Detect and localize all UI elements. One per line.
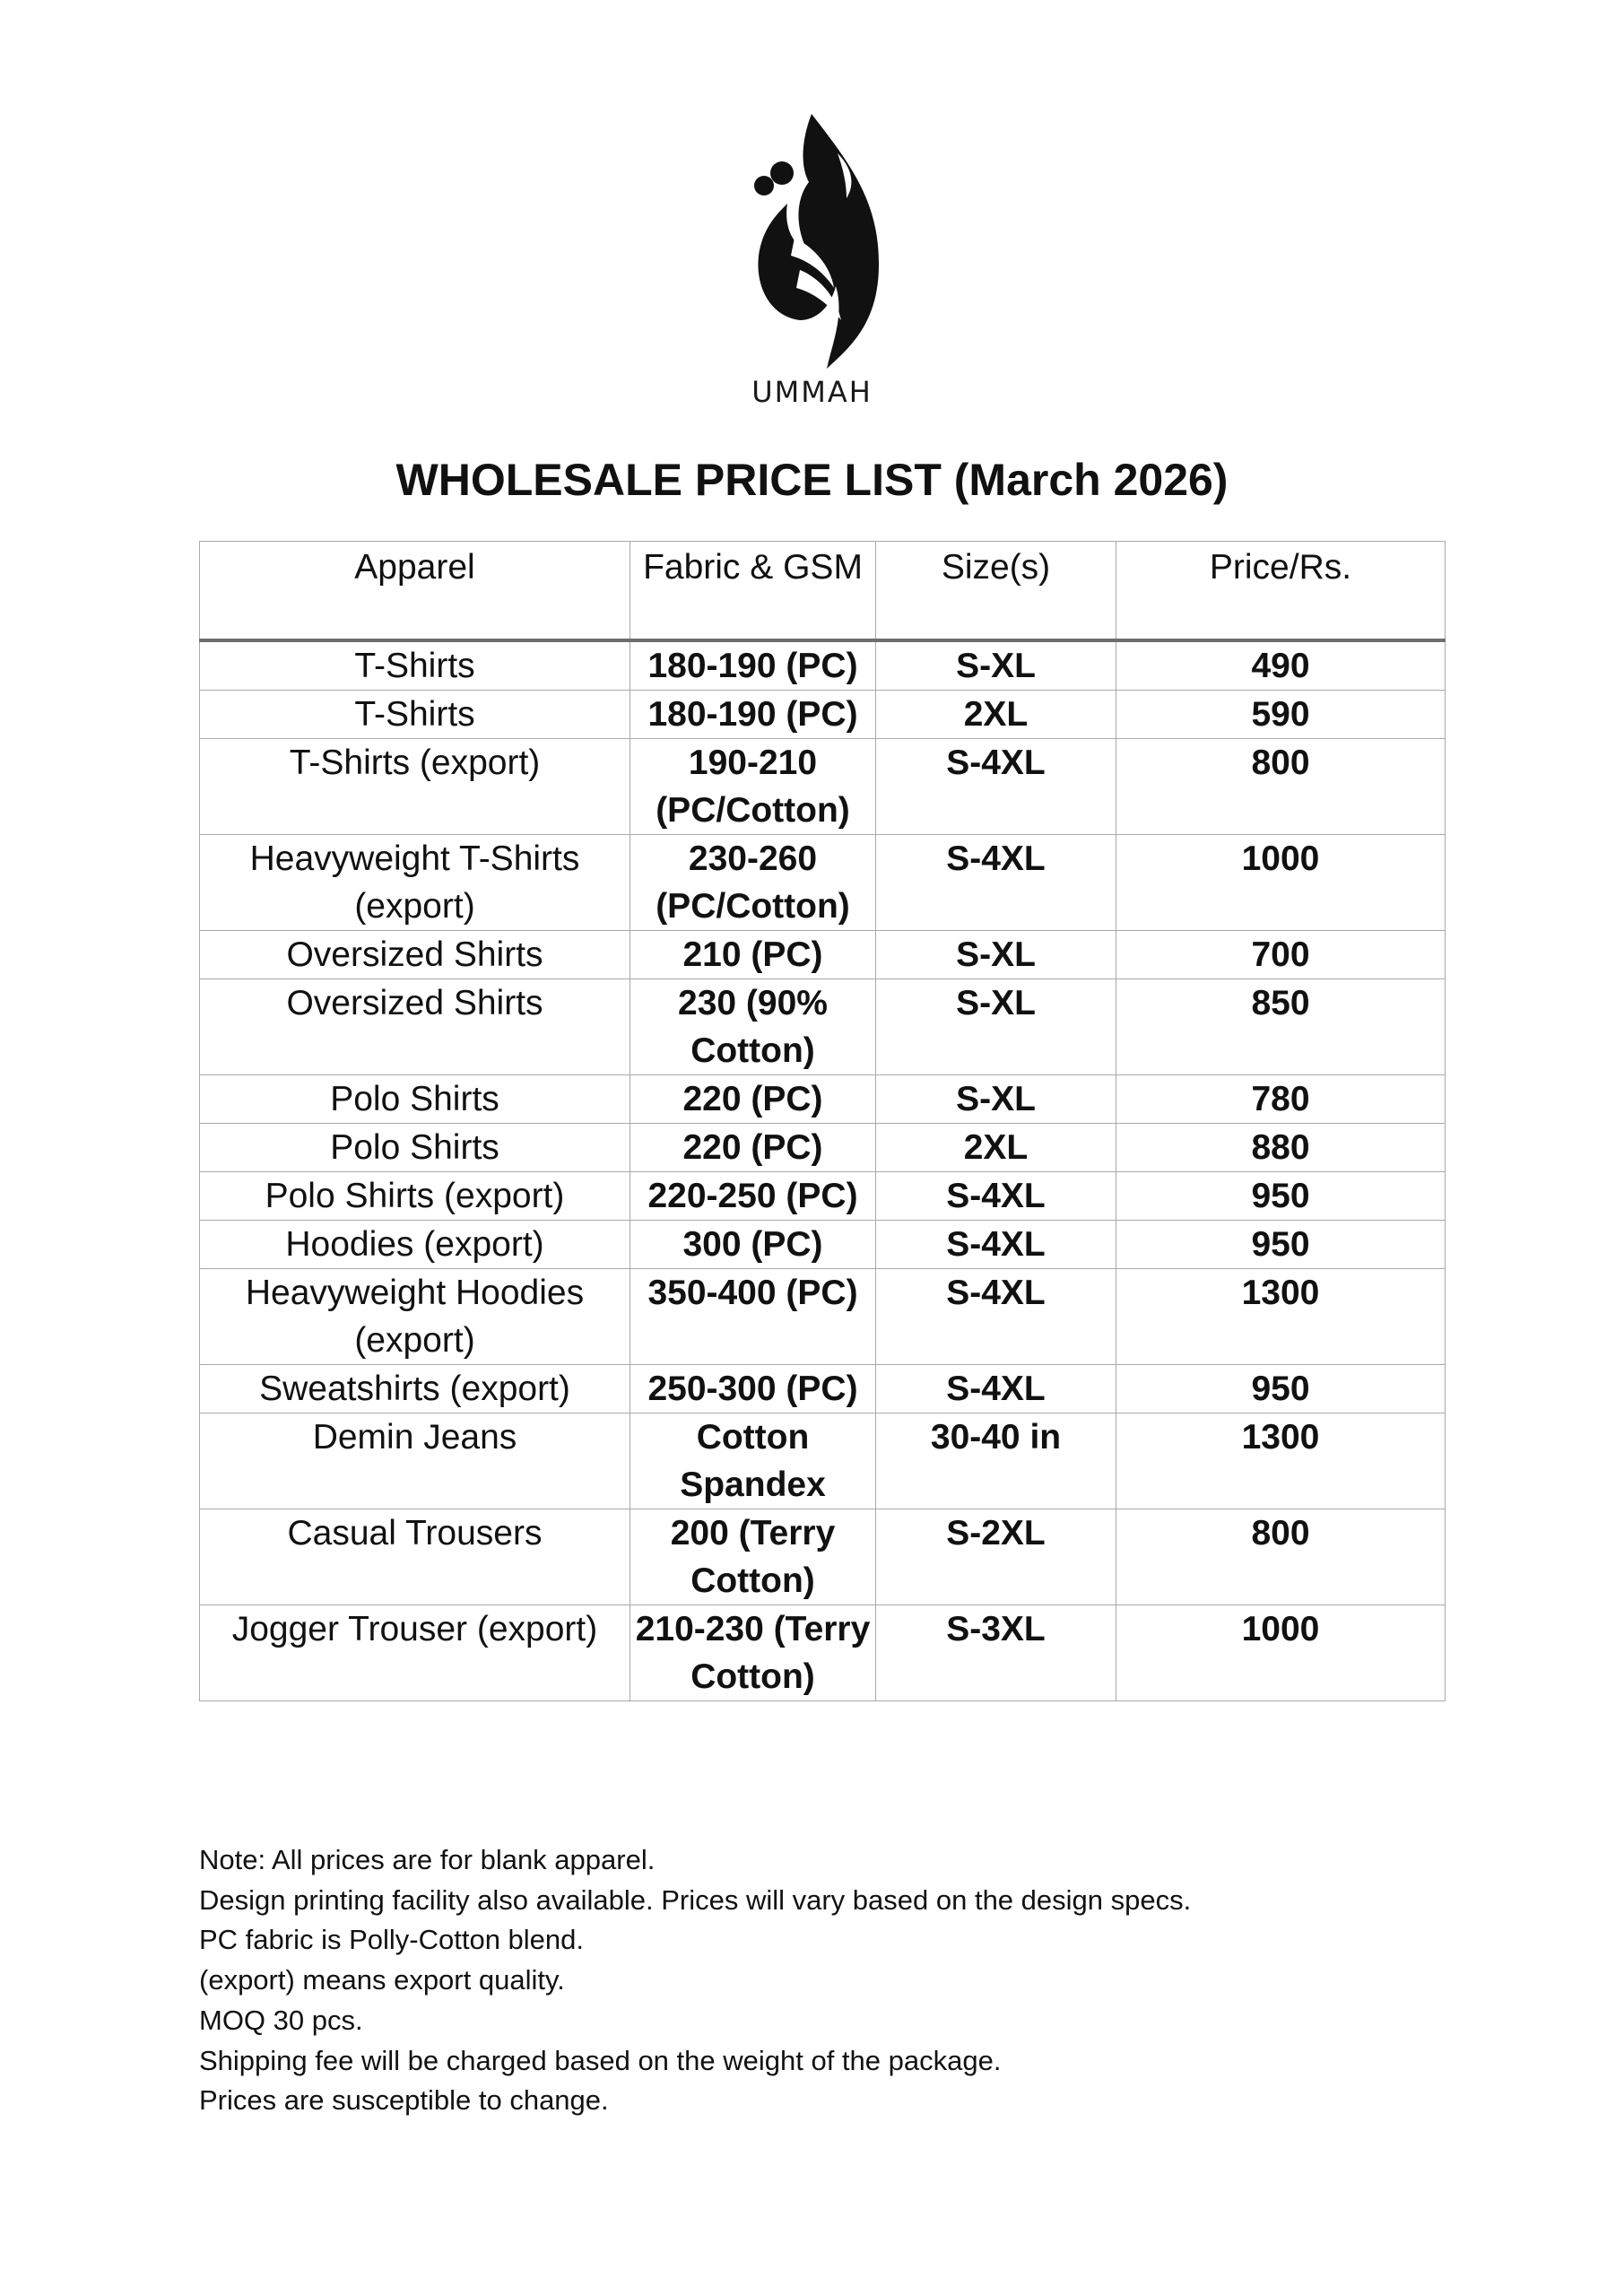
apparel-cell: Oversized Shirts xyxy=(200,979,630,1075)
header-apparel: Apparel xyxy=(200,542,630,641)
sizes-cell: 2XL xyxy=(876,1124,1116,1172)
sizes-cell: S-3XL xyxy=(876,1605,1116,1701)
fabric-cell: 220 (PC) xyxy=(630,1124,876,1172)
table-row xyxy=(200,1221,1446,1269)
apparel-cell: Sweatshirts (export) xyxy=(200,1365,630,1413)
price-cell: 490 xyxy=(1116,640,1446,691)
sizes-cell: S-4XL xyxy=(876,1365,1116,1413)
fabric-cell: 350-400 (PC) xyxy=(630,1269,876,1365)
table-row xyxy=(200,1413,1446,1509)
apparel-cell: Polo Shirts xyxy=(200,1075,630,1124)
price-cell: 1300 xyxy=(1116,1269,1446,1365)
fabric-cell: Cotton Spandex xyxy=(630,1413,876,1509)
fabric-cell: 230 (90% Cotton) xyxy=(630,979,876,1075)
apparel-cell: Hoodies (export) xyxy=(200,1221,630,1269)
apparel-cell: T-Shirts xyxy=(200,691,630,739)
sizes-cell: S-4XL xyxy=(876,1269,1116,1365)
header-sizes: Size(s) xyxy=(876,542,1116,641)
sizes-cell: 2XL xyxy=(876,691,1116,739)
note-line: (export) means export quality. xyxy=(199,1964,565,1996)
apparel-cell: Casual Trousers xyxy=(200,1509,630,1605)
fabric-cell: 220 (PC) xyxy=(630,1075,876,1124)
note-line: PC fabric is Polly-Cotton blend. xyxy=(199,1924,585,1956)
sizes-cell: S-XL xyxy=(876,640,1116,691)
price-cell: 590 xyxy=(1116,691,1446,739)
table-row xyxy=(200,739,1446,835)
fabric-cell: 180-190 (PC) xyxy=(630,691,876,739)
price-cell: 780 xyxy=(1116,1075,1446,1124)
apparel-cell: T-Shirts xyxy=(200,640,630,691)
table-row xyxy=(200,1075,1446,1124)
apparel-cell: Oversized Shirts xyxy=(200,931,630,979)
apparel-cell: Jogger Trouser (export) xyxy=(200,1605,630,1701)
header-price: Price/Rs. xyxy=(1116,542,1446,641)
fabric-cell: 210 (PC) xyxy=(630,931,876,979)
sizes-cell: S-XL xyxy=(876,979,1116,1075)
fabric-cell: 230-260 (PC/Cotton) xyxy=(630,835,876,931)
table-row xyxy=(200,1269,1446,1365)
price-cell: 800 xyxy=(1116,739,1446,835)
price-cell: 800 xyxy=(1116,1509,1446,1605)
table-row xyxy=(200,979,1446,1075)
apparel-cell: Heavyweight T-Shirts (export) xyxy=(200,835,630,931)
table-row xyxy=(200,691,1446,739)
price-cell: 1300 xyxy=(1116,1413,1446,1509)
price-cell: 950 xyxy=(1116,1172,1446,1221)
notes-section xyxy=(199,1840,1544,2121)
sizes-cell: S-4XL xyxy=(876,1221,1116,1269)
note-line: Shipping fee will be charged based on the weight of the package. xyxy=(199,2044,1002,2076)
sizes-cell: S-4XL xyxy=(876,1172,1116,1221)
sizes-cell: S-4XL xyxy=(876,739,1116,835)
sizes-cell: S-XL xyxy=(876,931,1116,979)
fabric-cell: 200 (Terry Cotton) xyxy=(630,1509,876,1605)
note-line: MOQ 30 pcs. xyxy=(199,2004,363,2036)
table-row xyxy=(200,640,1446,691)
sizes-cell: S-4XL xyxy=(876,835,1116,931)
fabric-cell: 300 (PC) xyxy=(630,1221,876,1269)
table-row xyxy=(200,835,1446,931)
apparel-cell: Polo Shirts (export) xyxy=(200,1172,630,1221)
apparel-cell: Demin Jeans xyxy=(200,1413,630,1509)
ummah-calligraphy-logo-icon xyxy=(744,112,888,372)
sizes-cell: S-2XL xyxy=(876,1509,1116,1605)
price-cell: 950 xyxy=(1116,1221,1446,1269)
apparel-cell: T-Shirts (export) xyxy=(200,739,630,835)
fabric-cell: 220-250 (PC) xyxy=(630,1172,876,1221)
price-cell: 880 xyxy=(1116,1124,1446,1172)
price-cell: 850 xyxy=(1116,979,1446,1075)
note-line: Prices are susceptible to change. xyxy=(199,2084,609,2117)
brand-name: UMMAH xyxy=(751,375,873,409)
table-row xyxy=(200,1365,1446,1413)
table-row xyxy=(200,1124,1446,1172)
page-title: WHOLESALE PRICE LIST (March 2026) xyxy=(395,455,1229,505)
price-cell: 950 xyxy=(1116,1365,1446,1413)
note-line: Design printing facility also available. Prices will vary based on the design specs. xyxy=(199,1883,1192,1916)
table-row xyxy=(200,1509,1446,1605)
note-line: Note: All prices are for blank apparel. xyxy=(199,1844,656,1875)
price-cell: 1000 xyxy=(1116,835,1446,931)
fabric-cell: 250-300 (PC) xyxy=(630,1365,876,1413)
fabric-cell: 210-230 (Terry Cotton) xyxy=(630,1605,876,1701)
sizes-cell: 30-40 in xyxy=(876,1413,1116,1509)
table-row xyxy=(200,1605,1446,1701)
fabric-cell: 180-190 (PC) xyxy=(630,640,876,691)
table-row xyxy=(200,1172,1446,1221)
sizes-cell: S-XL xyxy=(876,1075,1116,1124)
table-row xyxy=(200,931,1446,979)
price-cell: 700 xyxy=(1116,931,1446,979)
price-table xyxy=(199,541,1446,1701)
price-cell: 1000 xyxy=(1116,1605,1446,1701)
header-fabric-gsm: Fabric & GSM xyxy=(630,542,876,641)
table-header-row xyxy=(200,542,1446,641)
apparel-cell: Polo Shirts xyxy=(200,1124,630,1172)
fabric-cell: 190-210 (PC/Cotton) xyxy=(630,739,876,835)
apparel-cell: Heavyweight Hoodies (export) xyxy=(200,1269,630,1365)
